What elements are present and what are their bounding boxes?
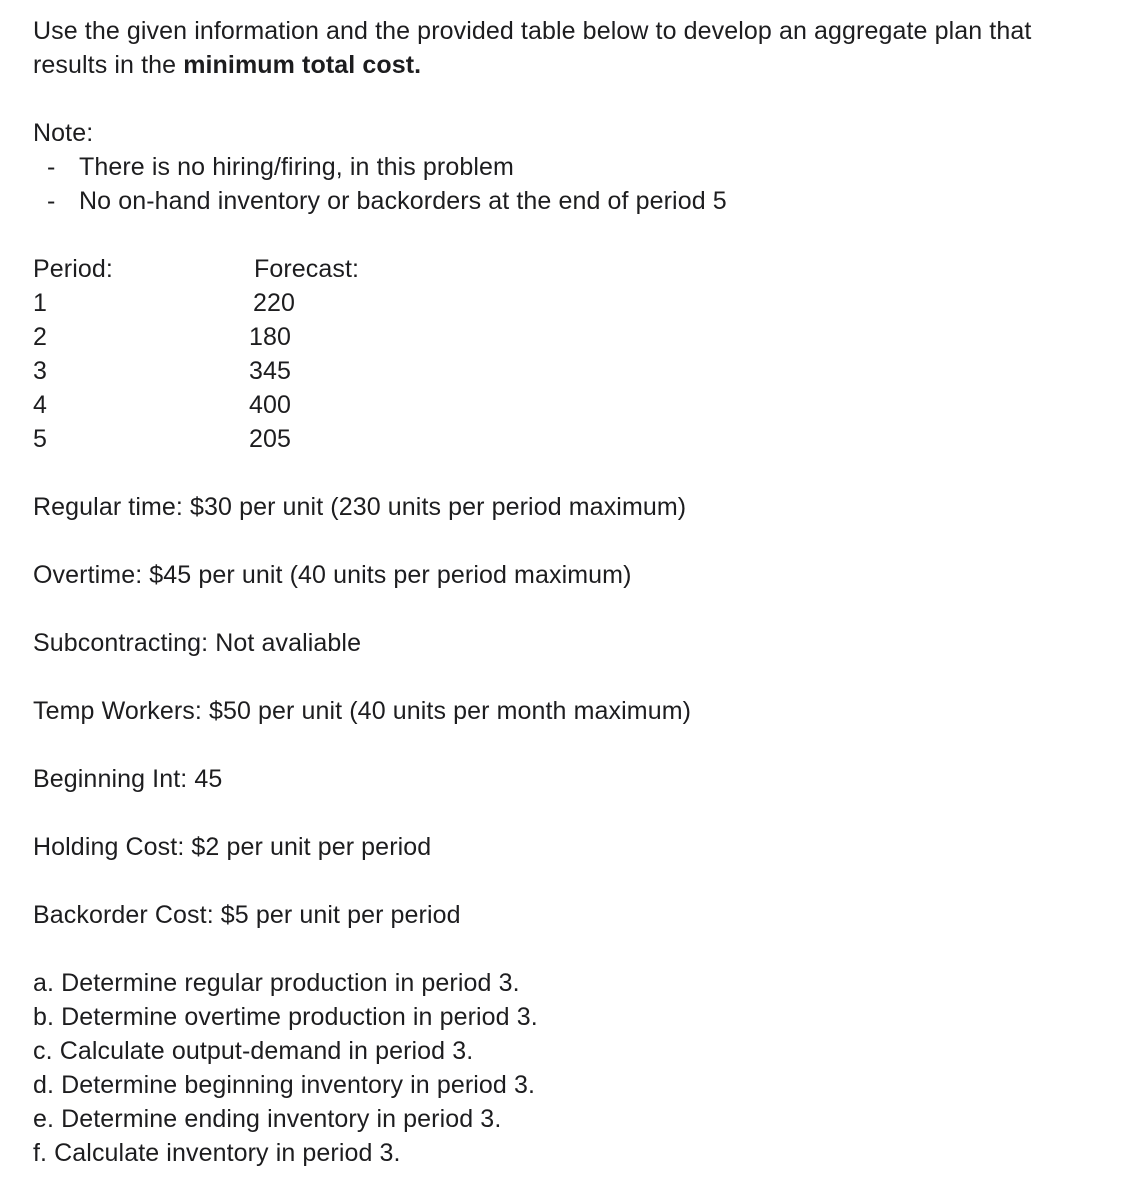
period-cell: 5 xyxy=(33,425,48,453)
beginning-inventory-text: Beginning Int: 45 xyxy=(33,765,223,793)
regular-time-text: Regular time: $30 per unit (230 units per period maximum) xyxy=(33,493,687,521)
forecast-header: Forecast: xyxy=(254,255,360,283)
forecast-cell: 400 xyxy=(249,391,292,419)
question-item: c. Calculate output-demand in period 3. xyxy=(33,1037,474,1065)
note-item: No on-hand inventory or backorders at the end of period 5 xyxy=(79,187,727,215)
note-bullet-dash: - xyxy=(47,153,56,181)
intro-line-1: Use the given information and the provided table below to develop an aggregate plan that xyxy=(33,17,1032,45)
intro-line-2 xyxy=(33,48,421,82)
note-item: There is no hiring/firing, in this problem xyxy=(79,153,514,181)
period-cell: 2 xyxy=(33,323,48,351)
backorder-cost-text: Backorder Cost: $5 per unit per period xyxy=(33,901,461,929)
period-header: Period: xyxy=(33,255,113,283)
note-label: Note: xyxy=(33,119,94,147)
question-item: d. Determine beginning inventory in period 3. xyxy=(33,1071,536,1099)
intro-line-2-text: results in the xyxy=(33,51,184,79)
question-item: a. Determine regular production in period 3. xyxy=(33,969,520,997)
question-item: e. Determine ending inventory in period 3. xyxy=(33,1105,502,1133)
intro-emphasis: minimum total cost. xyxy=(183,51,422,79)
forecast-cell: 180 xyxy=(249,323,292,351)
note-bullet-dash: - xyxy=(47,187,56,215)
forecast-cell: 205 xyxy=(249,425,292,453)
period-cell: 4 xyxy=(33,391,48,419)
period-cell: 1 xyxy=(33,289,48,317)
forecast-cell: 345 xyxy=(249,357,292,385)
overtime-text: Overtime: $45 per unit (40 units per period maximum) xyxy=(33,561,632,589)
question-item: b. Determine overtime production in period 3. xyxy=(33,1003,538,1031)
period-cell: 3 xyxy=(33,357,48,385)
forecast-cell: 220 xyxy=(253,289,296,317)
subcontracting-text: Subcontracting: Not avaliable xyxy=(33,629,362,657)
holding-cost-text: Holding Cost: $2 per unit per period xyxy=(33,833,432,861)
question-item: f. Calculate inventory in period 3. xyxy=(33,1139,401,1167)
temp-workers-text: Temp Workers: $50 per unit (40 units per month maximum) xyxy=(33,697,692,725)
